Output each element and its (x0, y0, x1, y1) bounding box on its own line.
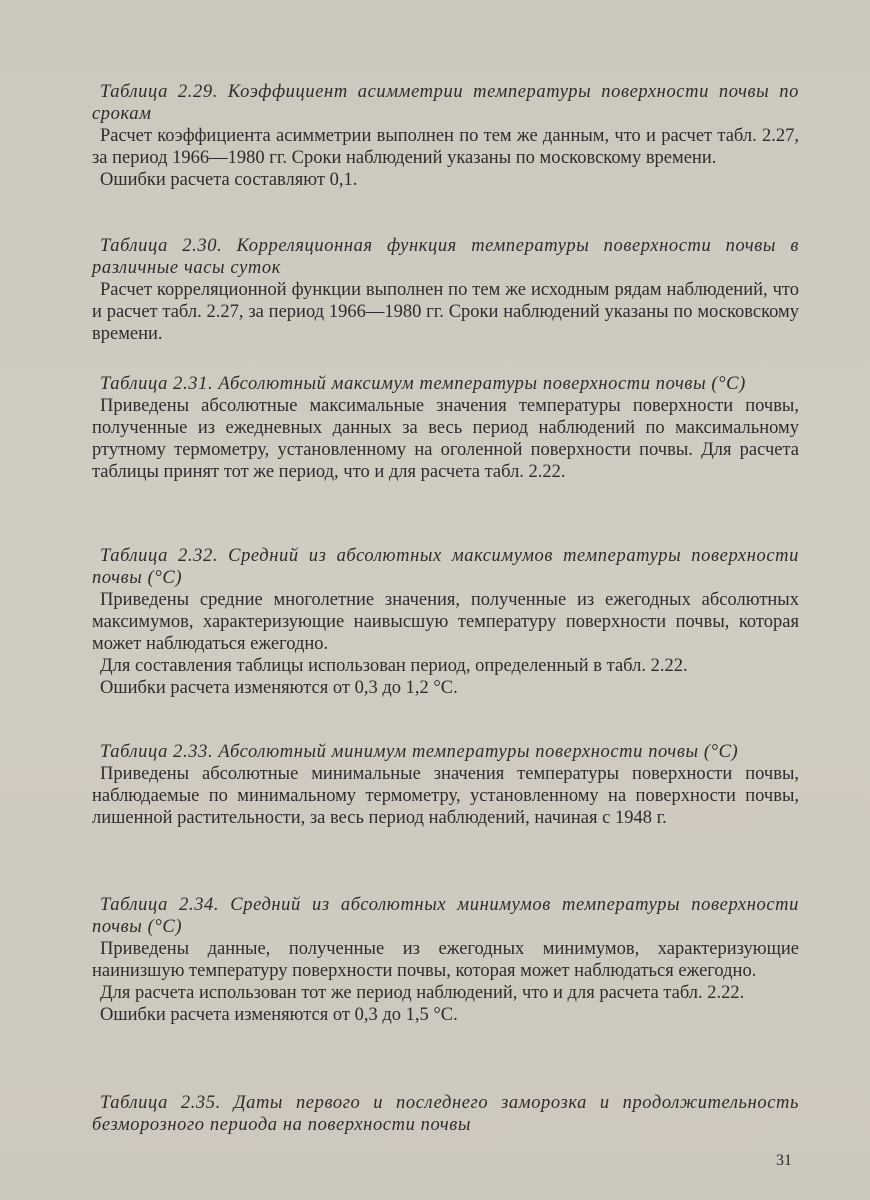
paragraph: Приведены абсолютные максимальные значения температуры поверхности почвы, полученные из ежедневных данных за весь период наблюдений по максимальному ртутному термометру, установленному на оголенной поверхности почвы. Для расчета таблицы принят тот же период, что и для расчета табл. 2.22. (92, 396, 799, 482)
paragraph: Приведены средние многолетние значения, полученные из ежегодных абсолютных максимумов, характеризующие наивысшую температуру поверхности почвы, которая может наблюдаться ежегодно. (92, 590, 799, 654)
page-number: 31 (776, 1152, 792, 1169)
paragraph: Для расчета использован тот же период наблюдений, что и для расчета табл. 2.22. (100, 983, 745, 1003)
paragraph: Расчет коэффициента асимметрии выполнен по тем же данным, что и расчет табл. 2.27, за период 1966—1980 гг. Сроки наблюдений указаны по московскому времени. (92, 126, 799, 168)
section-2-34 (92, 894, 799, 1026)
section-2-29 (92, 81, 799, 191)
section-2-31 (92, 373, 799, 483)
paragraph: Приведены данные, полученные из ежегодных минимумов, характеризующие наинизшую температуру поверхности почвы, которая может наблюдаться ежегодно. (92, 939, 799, 981)
table-caption: Таблица 2.29. Коэффициент асимметрии температуры поверхности почвы по срокам (92, 82, 799, 124)
table-caption: Таблица 2.34. Средний из абсолютных минимумов температуры поверхности почвы (°C) (92, 895, 799, 937)
table-caption: Таблица 2.32. Средний из абсолютных максимумов температуры поверхности почвы (°C) (92, 546, 799, 588)
section-2-30 (92, 235, 799, 345)
paragraph: Ошибки расчета изменяются от 0,3 до 1,2 °С. (100, 678, 458, 698)
table-caption: Таблица 2.35. Даты первого и последнего заморозка и продолжительность безморозного периода на поверхности почвы (92, 1093, 799, 1135)
table-caption: Таблица 2.30. Корреляционная функция температуры поверхности почвы в различные часы суток (92, 236, 799, 278)
paragraph: Ошибки расчета составляют 0,1. (100, 170, 358, 190)
paragraph: Приведены абсолютные минимальные значения температуры поверхности почвы, наблюдаемые по минимальному термометру, установленному на поверхности почвы, лишенной растительности, за весь период наблюдений, начиная с 1948 г. (92, 764, 799, 828)
paragraph: Расчет корреляционной функции выполнен по тем же исходным рядам наблюдений, что и расчет табл. 2.27, за период 1966—1980 гг. Сроки наблюдений указаны по московскому времени. (92, 280, 799, 344)
paragraph: Для составления таблицы использован период, определенный в табл. 2.22. (100, 656, 688, 676)
table-caption: Таблица 2.33. Абсолютный минимум температуры поверхности почвы (°C) (100, 742, 739, 762)
table-caption: Таблица 2.31. Абсолютный максимум температуры поверхности почвы (°C) (100, 374, 746, 394)
section-2-35 (92, 1092, 799, 1136)
section-2-32 (92, 545, 799, 699)
paragraph: Ошибки расчета изменяются от 0,3 до 1,5 °С. (100, 1005, 458, 1025)
section-2-33 (92, 741, 799, 829)
